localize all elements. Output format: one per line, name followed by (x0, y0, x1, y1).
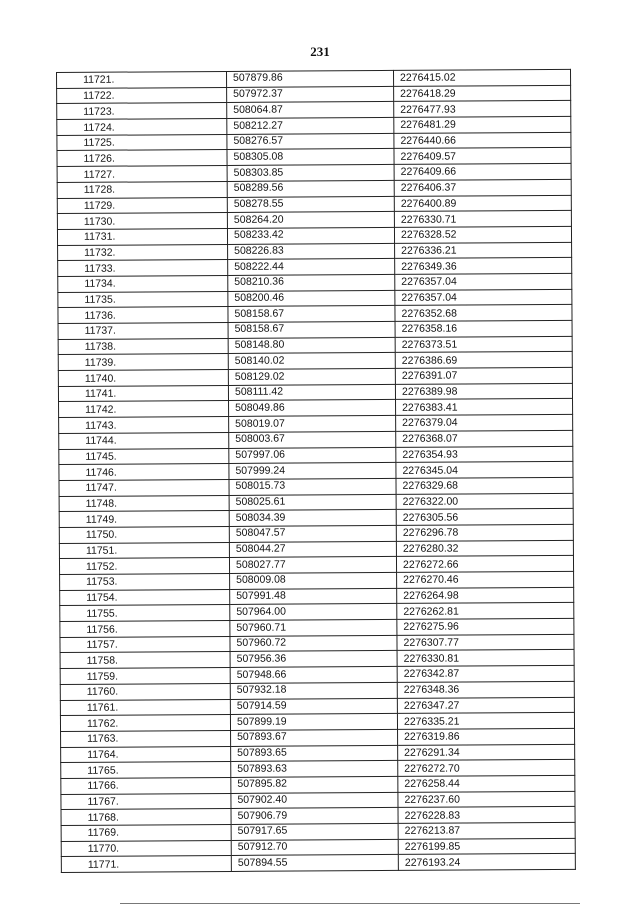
point-number-cell: 11737. (58, 322, 228, 339)
northing-cell: 2276199.85 (398, 838, 575, 855)
northing-cell: 2276330.71 (394, 211, 571, 228)
easting-cell: 508200.46 (228, 290, 395, 307)
northing-cell: 2276354.93 (396, 446, 573, 463)
point-number-cell: 11760. (60, 683, 230, 700)
easting-cell: 507964.00 (230, 604, 397, 621)
easting-cell: 508064.87 (227, 102, 394, 119)
easting-cell: 508212.27 (227, 117, 394, 134)
point-number-cell: 11759. (60, 668, 230, 685)
northing-cell: 2276345.04 (396, 462, 573, 479)
northing-cell: 2276264.98 (397, 587, 574, 604)
northing-cell: 2276258.44 (398, 775, 575, 792)
northing-cell: 2276481.29 (394, 116, 571, 133)
northing-cell: 2276409.66 (394, 163, 571, 180)
easting-cell: 507960.71 (230, 619, 397, 636)
page-number: 231 (310, 44, 330, 59)
northing-cell: 2276357.04 (395, 273, 572, 290)
northing-cell: 2276319.86 (398, 728, 575, 745)
easting-cell: 508025.61 (229, 494, 396, 511)
point-number-cell: 11746. (59, 464, 229, 481)
northing-cell: 2276329.68 (396, 477, 573, 494)
northing-cell: 2276275.96 (397, 618, 574, 635)
northing-cell: 2276237.60 (398, 791, 575, 808)
point-number-cell: 11743. (59, 417, 229, 434)
northing-cell: 2276296.78 (396, 524, 573, 541)
easting-cell: 508226.83 (228, 243, 395, 260)
northing-cell: 2276415.02 (393, 69, 570, 86)
easting-cell: 507960.72 (230, 635, 397, 652)
point-number-cell: 11721. (57, 71, 227, 88)
point-number-cell: 11763. (61, 730, 231, 747)
northing-cell: 2276272.70 (398, 760, 575, 777)
point-number-cell: 11752. (59, 558, 229, 575)
easting-cell: 508233.42 (227, 227, 394, 244)
point-number-cell: 11734. (58, 275, 228, 292)
easting-cell: 508129.02 (228, 368, 395, 385)
easting-cell: 507991.48 (230, 588, 397, 605)
point-number-cell: 11740. (58, 370, 228, 387)
northing-cell: 2276386.69 (395, 352, 572, 369)
northing-cell: 2276391.07 (395, 367, 572, 384)
point-number-cell: 11739. (58, 354, 228, 371)
northing-cell: 2276379.04 (396, 414, 573, 431)
northing-cell: 2276228.83 (398, 807, 575, 824)
northing-cell: 2276322.00 (396, 493, 573, 510)
northing-cell: 2276262.81 (397, 603, 574, 620)
easting-cell: 508148.80 (228, 337, 395, 354)
northing-cell: 2276213.87 (398, 822, 575, 839)
easting-cell: 508289.56 (227, 180, 394, 197)
point-number-cell: 11736. (58, 307, 228, 324)
northing-cell: 2276358.16 (395, 320, 572, 337)
table-row (61, 854, 575, 873)
northing-cell: 2276368.07 (396, 430, 573, 447)
northing-cell: 2276305.56 (396, 509, 573, 526)
easting-cell: 508305.08 (227, 149, 394, 166)
northing-cell: 2276307.77 (397, 634, 574, 651)
northing-cell: 2276400.89 (394, 195, 571, 212)
point-number-cell: 11725. (57, 134, 227, 151)
easting-cell: 507893.67 (231, 729, 398, 746)
point-number-cell: 11728. (57, 181, 227, 198)
northing-cell: 2276373.51 (395, 336, 572, 353)
northing-cell: 2276280.32 (396, 540, 573, 557)
easting-cell: 508222.44 (228, 259, 395, 276)
coordinates-table (56, 69, 576, 873)
point-number-cell: 11754. (60, 589, 230, 606)
point-number-cell: 11767. (61, 793, 231, 810)
point-number-cell: 11722. (57, 87, 227, 104)
point-number-cell: 11750. (59, 526, 229, 543)
easting-cell: 507902.40 (231, 792, 398, 809)
point-number-cell: 11735. (58, 291, 228, 308)
northing-cell: 2276440.66 (394, 132, 571, 149)
coordinates-table-wrapper (56, 69, 575, 873)
easting-cell: 508276.57 (227, 133, 394, 150)
page-bottom-rule (120, 903, 580, 904)
northing-cell: 2276409.57 (394, 148, 571, 165)
easting-cell: 507997.06 (229, 447, 396, 464)
northing-cell: 2276418.29 (394, 85, 571, 102)
easting-cell: 508111.42 (228, 384, 395, 401)
easting-cell: 508303.85 (227, 165, 394, 182)
northing-cell: 2276406.37 (394, 179, 571, 196)
easting-cell: 507956.36 (230, 651, 397, 668)
point-number-cell: 11761. (60, 699, 230, 716)
point-number-cell: 11762. (60, 715, 230, 732)
easting-cell: 507948.66 (230, 667, 397, 684)
point-number-cell: 11766. (61, 777, 231, 794)
point-number-cell: 11733. (58, 260, 228, 277)
northing-cell: 2276352.68 (395, 305, 572, 322)
easting-cell: 508158.67 (228, 306, 395, 323)
northing-cell: 2276348.36 (397, 681, 574, 698)
easting-cell: 508027.77 (229, 557, 396, 574)
northing-cell: 2276193.24 (398, 854, 575, 871)
easting-cell: 508140.02 (228, 353, 395, 370)
easting-cell: 508278.55 (227, 196, 394, 213)
point-number-cell: 11758. (60, 652, 230, 669)
easting-cell: 508034.39 (229, 510, 396, 527)
point-number-cell: 11768. (61, 809, 231, 826)
easting-cell: 508210.36 (228, 274, 395, 291)
point-number-cell: 11748. (59, 495, 229, 512)
easting-cell: 507999.24 (229, 463, 396, 480)
easting-cell: 508049.86 (229, 400, 396, 417)
northing-cell: 2276349.36 (395, 258, 572, 275)
easting-cell: 507899.19 (230, 714, 397, 731)
point-number-cell: 11747. (59, 479, 229, 496)
easting-cell: 507912.70 (231, 839, 398, 856)
easting-cell: 508009.08 (230, 572, 397, 589)
easting-cell: 507906.79 (231, 808, 398, 825)
point-number-cell: 11726. (57, 150, 227, 167)
northing-cell: 2276335.21 (397, 713, 574, 730)
easting-cell: 507894.55 (231, 855, 398, 872)
point-number-cell: 11769. (61, 824, 231, 841)
easting-cell: 507893.63 (231, 761, 398, 778)
point-number-cell: 11727. (57, 166, 227, 183)
easting-cell: 507914.59 (230, 698, 397, 715)
point-number-cell: 11744. (59, 432, 229, 449)
point-number-cell: 11751. (59, 542, 229, 559)
easting-cell: 508015.73 (229, 478, 396, 495)
northing-cell: 2276328.52 (394, 226, 571, 243)
easting-cell: 507917.65 (231, 823, 398, 840)
easting-cell: 508044.27 (229, 541, 396, 558)
northing-cell: 2276383.41 (396, 399, 573, 416)
point-number-cell: 11738. (58, 338, 228, 355)
northing-cell: 2276272.66 (396, 556, 573, 573)
northing-cell: 2276330.81 (397, 650, 574, 667)
northing-cell: 2276347.27 (397, 697, 574, 714)
northing-cell: 2276357.04 (395, 289, 572, 306)
point-number-cell: 11753. (60, 573, 230, 590)
easting-cell: 507895.82 (231, 776, 398, 793)
easting-cell: 508047.57 (229, 525, 396, 542)
coordinates-table-body (57, 69, 576, 872)
point-number-cell: 11757. (60, 636, 230, 653)
easting-cell: 507893.65 (231, 745, 398, 762)
point-number-cell: 11732. (58, 244, 228, 261)
point-number-cell: 11741. (58, 385, 228, 402)
easting-cell: 508158.67 (228, 321, 395, 338)
point-number-cell: 11723. (57, 103, 227, 120)
point-number-cell: 11771. (61, 856, 231, 873)
easting-cell: 507879.86 (226, 70, 393, 87)
point-number-cell: 11756. (60, 621, 230, 638)
point-number-cell: 11745. (59, 448, 229, 465)
point-number-cell: 11730. (57, 213, 227, 230)
point-number-cell: 11731. (57, 228, 227, 245)
point-number-cell: 11724. (57, 119, 227, 136)
easting-cell: 507972.37 (227, 86, 394, 103)
northing-cell: 2276477.93 (394, 101, 571, 118)
point-number-cell: 11742. (59, 401, 229, 418)
easting-cell: 508003.67 (229, 431, 396, 448)
point-number-cell: 11755. (60, 605, 230, 622)
point-number-cell: 11729. (57, 197, 227, 214)
northing-cell: 2276336.21 (395, 242, 572, 259)
point-number-cell: 11770. (61, 840, 231, 857)
northing-cell: 2276389.98 (395, 383, 572, 400)
easting-cell: 508019.07 (229, 416, 396, 433)
northing-cell: 2276270.46 (397, 571, 574, 588)
point-number-cell: 11764. (61, 746, 231, 763)
point-number-cell: 11765. (61, 762, 231, 779)
easting-cell: 507932.18 (230, 682, 397, 699)
easting-cell: 508264.20 (227, 212, 394, 229)
northing-cell: 2276291.34 (398, 744, 575, 761)
point-number-cell: 11749. (59, 511, 229, 528)
northing-cell: 2276342.87 (397, 665, 574, 682)
